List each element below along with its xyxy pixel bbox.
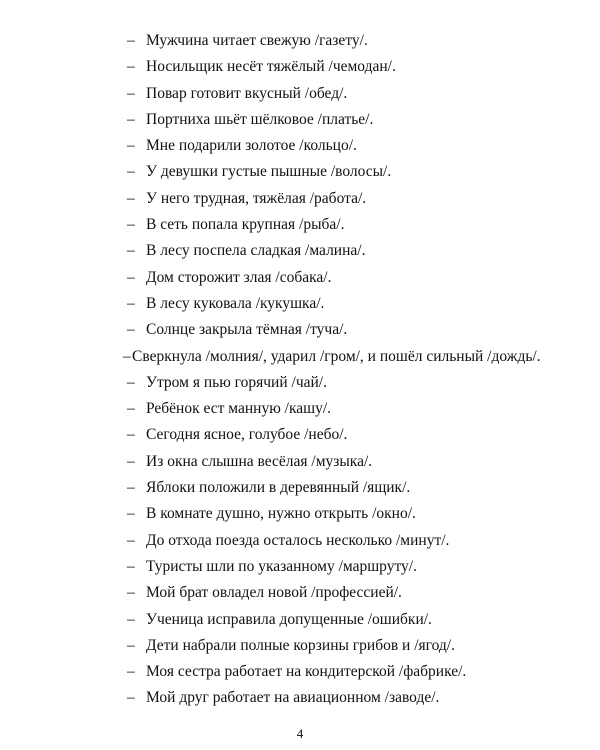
- sentence-item: [127, 554, 541, 580]
- sentence-item: [127, 449, 541, 475]
- sentence-text: Мне подарили золотое /кольцо/.: [146, 137, 357, 155]
- list-dash: –: [127, 584, 135, 602]
- sentence-item: [127, 396, 541, 422]
- sentence-text: В комнате душно, нужно открыть /окно/.: [146, 505, 416, 523]
- sentence-text: У девушки густые пышные /волосы/.: [146, 163, 392, 181]
- sentence-text: Моя сестра работает на кондитерской /фабрике/.: [146, 663, 467, 681]
- sentence-item: [127, 370, 541, 396]
- sentence-text: В лесу куковала /кукушка/.: [146, 294, 325, 312]
- list-dash: –: [127, 636, 135, 654]
- sentence-item: [127, 422, 541, 448]
- sentence-item: [127, 54, 541, 80]
- sentence-item: [127, 317, 541, 343]
- sentence-text: Сверкнула /молния/, ударил /гром/, и пошёл сильный /дождь/.: [132, 347, 541, 365]
- sentence-text: Дети набрали полные корзины грибов и /ягод/.: [146, 636, 455, 654]
- sentence-list: [123, 28, 541, 712]
- list-dash: –: [127, 426, 135, 444]
- sentence-text: Утром я пью горячий /чай/.: [146, 373, 327, 391]
- sentence-text: Ученица исправила допущенные /ошибки/.: [146, 610, 432, 628]
- list-dash: –: [127, 84, 135, 102]
- list-dash: –: [127, 373, 135, 391]
- sentence-item: [127, 265, 541, 291]
- sentence-item: [127, 633, 541, 659]
- sentence-text: Мой брат овладел новой /профессией/.: [146, 584, 402, 602]
- sentence-item: [127, 28, 541, 54]
- sentence-item: [127, 659, 541, 685]
- sentence-text: Повар готовит вкусный /обед/.: [146, 84, 348, 102]
- sentence-item: [127, 475, 541, 501]
- list-dash: –: [127, 110, 135, 128]
- sentence-item: [127, 212, 541, 238]
- list-dash: –: [127, 689, 135, 707]
- sentence-item: [127, 159, 541, 185]
- list-dash: –: [127, 294, 135, 312]
- list-dash: –: [127, 531, 135, 549]
- sentence-text: В сеть попала крупная /рыба/.: [146, 216, 345, 234]
- sentence-item: [123, 344, 541, 370]
- list-dash: –: [127, 163, 135, 181]
- list-dash: –: [127, 610, 135, 628]
- sentence-item: [127, 528, 541, 554]
- sentence-item: [127, 107, 541, 133]
- sentence-text: Из окна слышна весёлая /музыка/.: [146, 452, 373, 470]
- list-dash: –: [127, 137, 135, 155]
- list-dash: –: [123, 347, 131, 365]
- sentence-text: Дом сторожит злая /собака/.: [146, 268, 332, 286]
- sentence-text: Носильщик несёт тяжёлый /чемодан/.: [146, 58, 396, 76]
- sentence-text: До отхода поезда осталось несколько /минут/.: [146, 531, 450, 549]
- list-dash: –: [127, 58, 135, 76]
- list-dash: –: [127, 557, 135, 575]
- list-dash: –: [127, 216, 135, 234]
- sentence-text: Сегодня ясное, голубое /небо/.: [146, 426, 348, 444]
- list-dash: –: [127, 32, 135, 49]
- sentence-text: Ребёнок ест манную /кашу/.: [146, 400, 332, 418]
- sentence-item: [127, 238, 541, 264]
- list-dash: –: [127, 505, 135, 523]
- list-dash: –: [127, 663, 135, 681]
- sentence-item: [127, 580, 541, 606]
- sentence-item: [127, 186, 541, 212]
- sentence-item: [127, 607, 541, 633]
- sentence-text: В лесу поспела сладкая /малина/.: [146, 242, 366, 260]
- sentence-text: Туристы шли по указанному /маршруту/.: [146, 557, 417, 575]
- list-dash: –: [127, 242, 135, 260]
- sentence-item: [127, 685, 541, 711]
- sentence-text: Яблоки положили в деревянный /ящик/.: [146, 479, 411, 497]
- list-dash: –: [127, 321, 135, 339]
- list-dash: –: [127, 268, 135, 286]
- sentence-text: Солнце закрыла тёмная /туча/.: [146, 321, 348, 339]
- list-dash: –: [127, 452, 135, 470]
- sentence-item: [127, 501, 541, 527]
- list-dash: –: [127, 479, 135, 497]
- list-dash: –: [127, 400, 135, 418]
- list-dash: –: [127, 189, 135, 207]
- sentence-item: [127, 291, 541, 317]
- sentence-text: У него трудная, тяжёлая /работа/.: [146, 189, 367, 207]
- sentence-text: Мой друг работает на авиационном /заводе/.: [146, 689, 440, 707]
- sentence-item: [127, 81, 541, 107]
- sentence-text: Портниха шьёт шёлковое /платье/.: [146, 110, 374, 128]
- sentence-text: Мужчина читает свежую /газету/.: [146, 32, 368, 49]
- page-number: 4: [296, 726, 304, 741]
- sentence-item: [127, 133, 541, 159]
